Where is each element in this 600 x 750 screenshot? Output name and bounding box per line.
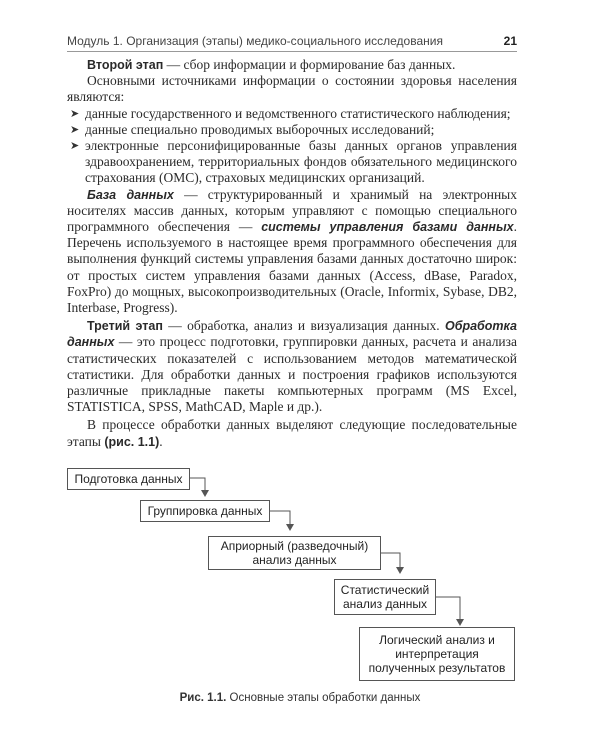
list-item: ➤ данные государственного и ведомственного статистического наблюдения;	[70, 105, 511, 121]
list-item: ➤ электронные персонифицированные базы данных органов управления здравоохранением, территориальных фондов обязательного медицинского страхования (ОМС), страховых медицинских организаций.	[70, 138, 517, 186]
paragraph-database: База данных — структурированный и хранимый на электронных носителях массив данных, которым управляют с помощью специального программного обеспечения — системы управления базами данных. Перечень используемого в настоящее время программного обеспечения для выполнения функций системы управления базами данных достаточно широк: от простых систем управления базами данных (Access, dBase, Paradox, FoxPro) до мощных, высокопроизводительных (Oracle, Informix, Sybase, DB2, Interbase, Progress).	[67, 186, 517, 316]
term-third-stage: Третий этап	[87, 319, 163, 334]
connector-arrow	[381, 553, 400, 573]
figure-caption	[0, 692, 600, 704]
term-database: База данных	[87, 187, 174, 202]
connector-arrow	[190, 478, 205, 496]
header-title: Модуль 1. Организация (этапы) медико-социального исследования	[67, 34, 443, 48]
step-box-statistical-analysis: Статистический анализ данных	[334, 579, 436, 615]
figure-caption-text: Основные этапы обработки данных	[226, 692, 421, 704]
processing-stages-diagram	[0, 460, 600, 720]
step-box-logical-analysis: Логический анализ и интерпретация полученных результатов	[359, 627, 515, 681]
running-header	[67, 34, 517, 52]
list-item: ➤ данные специально проводимых выборочных исследований;	[70, 121, 435, 137]
term-dbms: системы управления базами данных	[261, 220, 514, 235]
bullet-arrow-icon: ➤	[70, 107, 80, 120]
header-rule	[67, 51, 517, 52]
bullet-arrow-icon: ➤	[70, 140, 80, 153]
step-box-preparation: Подготовка данных	[67, 468, 190, 490]
paragraph-sources: Основными источниками информации о состоянии здоровья населения являются:	[67, 73, 517, 105]
step-box-grouping: Группировка данных	[140, 500, 270, 522]
term-data-processing: Обработка данных	[67, 319, 517, 350]
page-number: 21	[503, 34, 517, 48]
figure-label: Рис. 1.1.	[179, 692, 227, 704]
step-box-exploratory-analysis: Априорный (разведочный) анализ данных	[208, 536, 381, 570]
connector-arrow	[270, 511, 290, 530]
sources-list	[67, 106, 517, 187]
paragraph-second-stage: Второй этап — сбор информации и формирование баз данных.	[87, 57, 456, 72]
diagram-connectors	[0, 460, 600, 720]
connector-arrow	[436, 597, 460, 625]
bullet-arrow-icon: ➤	[70, 123, 80, 136]
body-text	[67, 57, 517, 450]
figure-reference-link: (рис. 1.1)	[104, 434, 160, 449]
paragraph-third-stage: Третий этап — обработка, анализ и визуализация данных. Обработка данных — это процесс подготовки, группировки данных, расчета и анализа статистических показателей с использованием методов математической статистики. Для обработки данных и построения графиков используются различные прикладные пакеты компьютерных программ (MS Excel, STATISTICA, SPSS, MathCAD, Maple и др.).	[67, 318, 517, 415]
term-second-stage: Второй этап	[87, 58, 164, 72]
paragraph-processing-stages: В процессе обработки данных выделяют следующие последовательные этапы (рис. 1.1).	[67, 417, 517, 449]
